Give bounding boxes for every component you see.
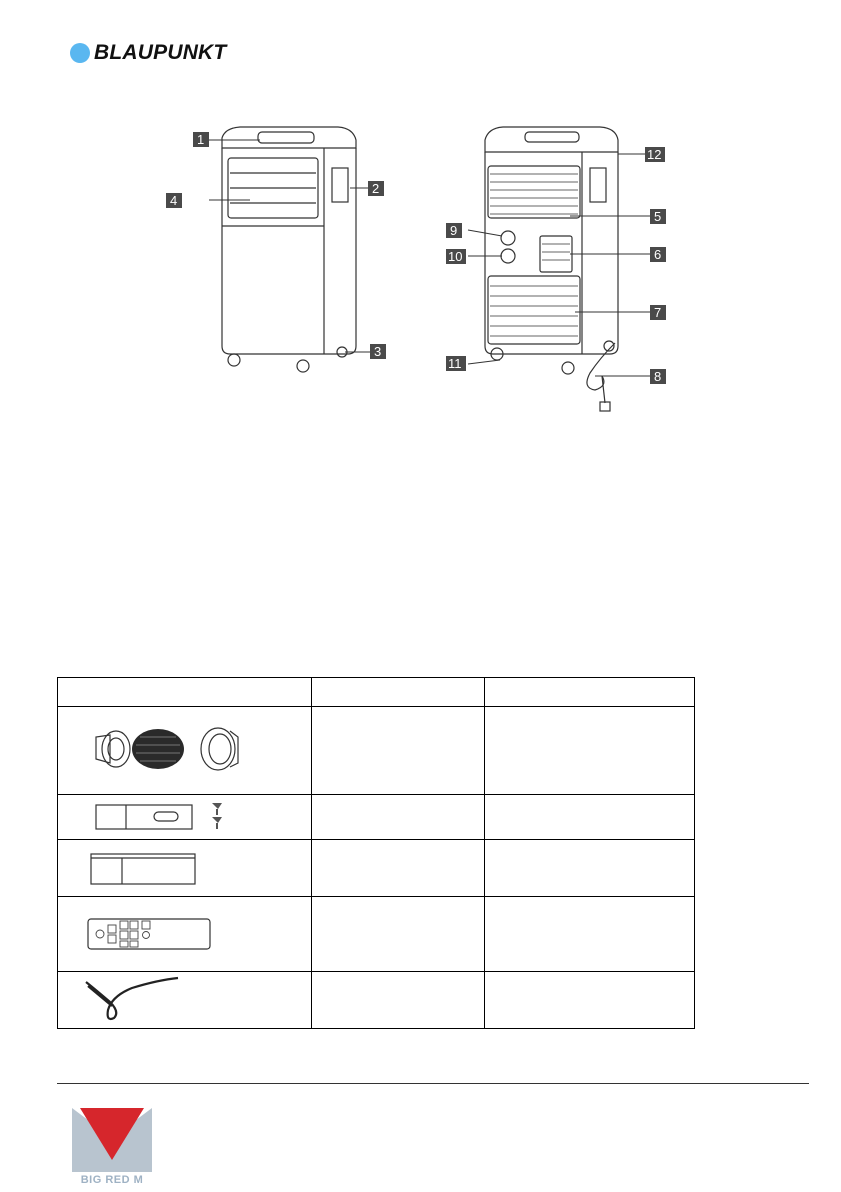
table-header-row: [58, 678, 695, 707]
brand-name: BLAUPUNKT: [94, 41, 227, 64]
back-unit-drawing: [485, 127, 618, 411]
window-kit-image: [58, 795, 312, 840]
callout-1: [193, 132, 209, 147]
front-unit-drawing: [222, 127, 356, 372]
svg-text:8: 8: [654, 369, 662, 384]
row-4-col-3: [485, 897, 695, 972]
exhaust-hose-image: [58, 707, 312, 795]
svg-text:3: 3: [374, 344, 382, 359]
window-extension-image: [58, 840, 312, 897]
product-illustration: [150, 118, 680, 418]
callout-3: [370, 344, 386, 359]
big-red-m-logo-icon: [72, 1108, 152, 1174]
svg-text:10: 10: [448, 249, 463, 264]
svg-text:6: 6: [654, 247, 662, 262]
svg-text:5: 5: [654, 209, 662, 224]
row-2-col-3: [485, 795, 695, 840]
callout-5: [650, 209, 666, 224]
drain-hose-image: [58, 972, 312, 1029]
header-cell-3: [485, 678, 695, 707]
callout-2: [368, 181, 384, 196]
callout-10: [446, 249, 466, 264]
footer-logo-text: BIG RED M: [80, 1174, 144, 1186]
header-cell-1: [58, 678, 312, 707]
row-5-col-2: [312, 972, 485, 1029]
table-row: [58, 707, 695, 795]
callout-4: [166, 193, 182, 208]
svg-text:11: 11: [448, 356, 462, 371]
row-3-col-2: [312, 840, 485, 897]
remote-control-image: [58, 897, 312, 972]
svg-text:4: 4: [170, 193, 178, 208]
row-3-col-3: [485, 840, 695, 897]
table-row: [58, 795, 695, 840]
row-1-col-3: [485, 707, 695, 795]
accessories-table: [57, 677, 695, 1029]
table-row: [58, 840, 695, 897]
table-row: [58, 897, 695, 972]
brand-logo: [70, 42, 226, 64]
brand-dot-icon: [70, 43, 90, 63]
table-row: [58, 972, 695, 1029]
row-5-col-3: [485, 972, 695, 1029]
svg-text:1: 1: [197, 132, 205, 147]
svg-text:9: 9: [450, 223, 458, 238]
callout-12: [645, 147, 665, 162]
callout-6: [650, 247, 666, 262]
callout-7: [650, 305, 666, 320]
row-2-col-2: [312, 795, 485, 840]
callout-9: [446, 223, 462, 238]
svg-text:12: 12: [647, 147, 662, 162]
callout-11: [446, 356, 466, 371]
row-4-col-2: [312, 897, 485, 972]
svg-text:7: 7: [654, 305, 662, 320]
svg-text:2: 2: [372, 181, 380, 196]
footer-logo: [72, 1108, 152, 1192]
header-cell-2: [312, 678, 485, 707]
row-1-col-2: [312, 707, 485, 795]
footer-divider: [57, 1083, 809, 1084]
callout-8: [650, 369, 666, 384]
